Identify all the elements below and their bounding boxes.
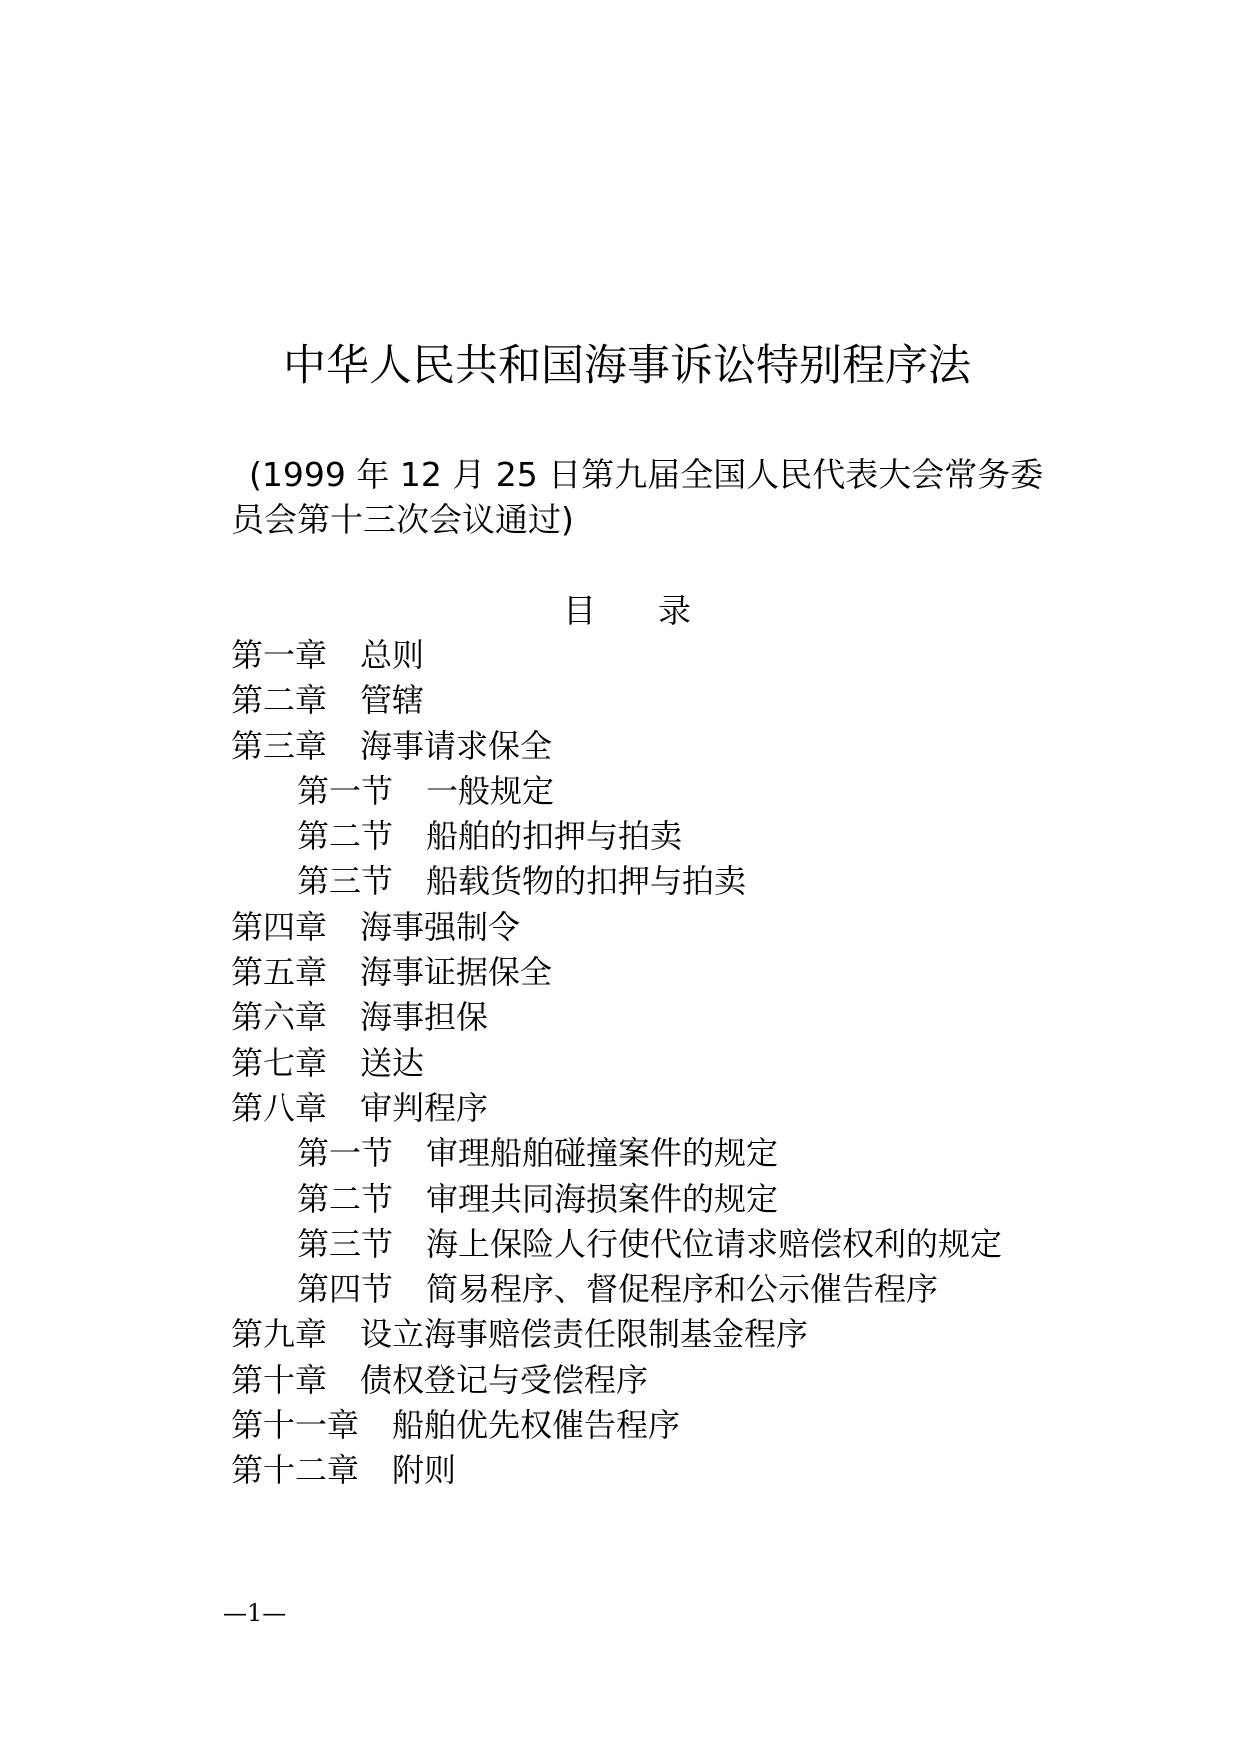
- toc-entry-title: 附则: [392, 1451, 457, 1490]
- toc-chapter-entry: [231, 1312, 1131, 1357]
- toc-entry-title: 船舶的扣押与拍卖: [426, 817, 683, 856]
- toc-entry-number: 第十一章: [231, 1406, 360, 1445]
- toc-chapter-entry: [231, 1403, 1131, 1448]
- toc-section-entry: [231, 859, 1131, 904]
- toc-entry-number: 第七章: [231, 1043, 328, 1082]
- toc-entry-number: 第一节: [297, 1134, 394, 1173]
- toc-section-entry: [231, 1267, 1131, 1312]
- toc-entry-number: 第八章: [231, 1088, 328, 1127]
- toc-entry-number: 第二节: [297, 817, 394, 856]
- toc-section-entry: [231, 1222, 1131, 1267]
- toc-entry-number: 第四节: [297, 1270, 394, 1309]
- toc-entry-number: 第三节: [297, 1224, 394, 1263]
- toc-entry-number: 第二章: [231, 681, 328, 720]
- toc-chapter-entry: [231, 633, 1131, 678]
- toc-entry-number: 第三章: [231, 726, 328, 765]
- toc-entry-title: 送达: [360, 1043, 425, 1082]
- toc-entry-number: 第一节: [297, 771, 394, 810]
- toc-entry-title: 审理船舶碰撞案件的规定: [426, 1134, 779, 1173]
- document-subtitle: [231, 452, 1044, 542]
- toc-entry-title: 海事强制令: [360, 907, 521, 946]
- toc-chapter-entry: [231, 1358, 1131, 1403]
- toc-entry-number: 第二节: [297, 1179, 394, 1218]
- toc-entry-number: 第一章: [231, 636, 328, 674]
- toc-entry-number: 第三节: [297, 862, 394, 901]
- toc-entry-title: 海事请求保全: [360, 726, 553, 765]
- subtitle-line-1: (1999 年 12 月 25 日第九届全国人民代表大会常务委: [249, 455, 1044, 494]
- toc-entry-number: 第四章: [231, 907, 328, 946]
- toc-heading: [0, 588, 1234, 633]
- document-title: 中华人民共和国海事诉讼特别程序法: [283, 341, 971, 391]
- toc-entry-title: 一般规定: [426, 771, 555, 810]
- toc-entry-title: 债权登记与受偿程序: [360, 1360, 649, 1399]
- toc-entry-title: 总则: [360, 636, 425, 674]
- toc-entry-title: 设立海事赔偿责任限制基金程序: [360, 1315, 809, 1354]
- toc-chapter-entry: [231, 995, 1131, 1040]
- page-number: —1—: [223, 1599, 287, 1627]
- toc-chapter-entry: [231, 1041, 1131, 1086]
- toc-section-entry: [231, 769, 1131, 814]
- toc-entry-number: 第九章: [231, 1315, 328, 1354]
- toc-entry-number: 第十章: [231, 1360, 328, 1399]
- toc-heading-right: 录: [658, 591, 691, 630]
- subtitle-line-2: 员会第十三次会议通过): [231, 500, 574, 539]
- toc-entry-title: 管辖: [360, 681, 425, 720]
- toc-section-entry: [231, 1177, 1131, 1222]
- toc-entry-title: 审理共同海损案件的规定: [426, 1179, 779, 1218]
- toc-entry-title: 简易程序、督促程序和公示催告程序: [426, 1270, 939, 1309]
- toc-chapter-entry: [231, 905, 1131, 950]
- toc-entry-number: 第五章: [231, 953, 328, 992]
- toc-entry-title: 海上保险人行使代位请求赔偿权利的规定: [426, 1224, 1003, 1263]
- toc-entry-title: 船载货物的扣押与拍卖: [426, 862, 747, 901]
- toc-chapter-entry: [231, 678, 1131, 723]
- toc-entry-number: 第六章: [231, 998, 328, 1037]
- toc-chapter-entry: [231, 950, 1131, 995]
- table-of-contents: [231, 633, 1131, 1494]
- toc-chapter-entry: [231, 1448, 1131, 1493]
- toc-entry-title: 审判程序: [360, 1088, 489, 1127]
- toc-section-entry: [231, 1131, 1131, 1176]
- toc-entry-number: 第十二章: [231, 1451, 360, 1490]
- toc-entry-title: 海事证据保全: [360, 953, 553, 992]
- toc-section-entry: [231, 814, 1131, 859]
- toc-entry-title: 船舶优先权催告程序: [392, 1406, 681, 1445]
- toc-heading-left: 目: [563, 591, 596, 630]
- toc-chapter-entry: [231, 724, 1131, 769]
- toc-chapter-entry: [231, 1086, 1131, 1131]
- toc-entry-title: 海事担保: [360, 998, 489, 1037]
